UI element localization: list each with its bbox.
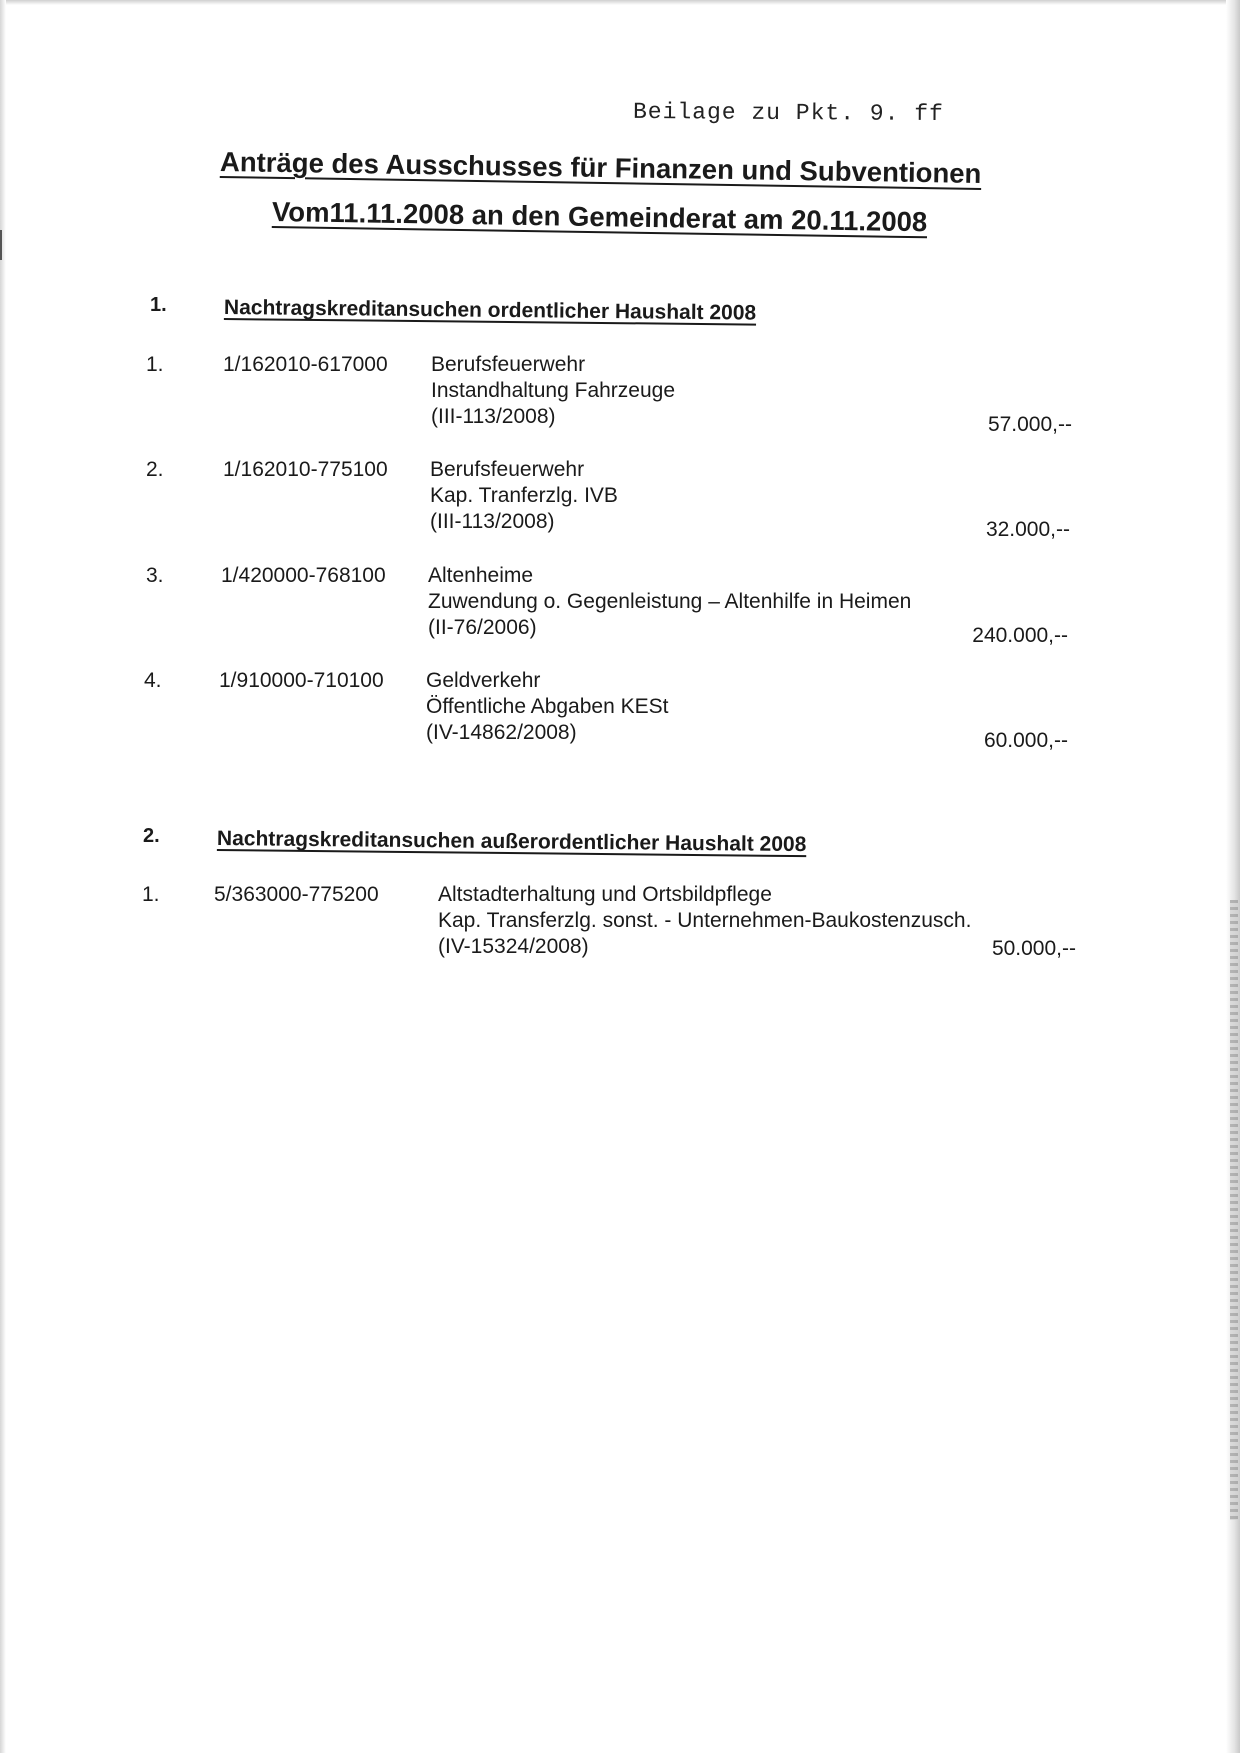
scan-mark-left (0, 230, 2, 260)
section-number: 2. (143, 825, 160, 847)
item-description (438, 882, 971, 960)
description-line: Kap. Tranferzlg. IVB (430, 484, 618, 507)
description-line: Zuwendung o. Gegenleistung – Altenhilfe in Heimen (428, 590, 912, 613)
account-number: 5/363000-775200 (214, 883, 379, 906)
item-number: 2. (146, 458, 164, 481)
document-subtitle: Vom11.11.2008 an den Gemeinderat am 20.11.2008 (271, 196, 928, 238)
reference-line: (IV-14862/2008) (426, 721, 577, 744)
reference-line: (IV-15324/2008) (438, 935, 589, 958)
item-number: 1. (142, 883, 160, 906)
amount: 32.000,-- (985, 518, 1070, 541)
account-number: 1/162010-617000 (223, 353, 388, 376)
item-description (426, 668, 668, 746)
reference-line: (III-113/2008) (431, 405, 556, 428)
item-number: 3. (146, 564, 164, 587)
account-number: 1/162010-775100 (223, 458, 388, 481)
reference-line: (II-76/2006) (428, 616, 537, 639)
list-item (146, 457, 1076, 547)
scan-edge-left (0, 0, 6, 1753)
item-description (431, 352, 675, 430)
list-item (146, 352, 1076, 442)
scan-mark-right (1230, 900, 1238, 1520)
amount: 57.000,-- (987, 413, 1072, 436)
description-line: Geldverkehr (426, 669, 541, 692)
document-title: Anträge des Ausschusses für Finanzen und Subventionen (219, 146, 982, 189)
account-number: 1/910000-710100 (219, 669, 384, 692)
item-description (430, 457, 618, 535)
description-line: Berufsfeuerwehr (430, 458, 585, 481)
description-line: Kap. Transferzlg. sonst. - Unternehmen-Baukostenzusch. (438, 909, 972, 932)
scan-edge-top (0, 0, 1240, 5)
description-line: Altenheime (428, 564, 534, 587)
list-item (142, 882, 1076, 972)
account-number: 1/420000-768100 (221, 564, 386, 587)
list-item (144, 668, 1074, 758)
section-title: Nachtragskreditansuchen außerordentlicher Haushalt 2008 (216, 827, 807, 857)
amount: 240.000,-- (972, 624, 1068, 647)
item-description (428, 563, 911, 641)
description-line: Instandhaltung Fahrzeuge (431, 379, 676, 402)
list-item (146, 563, 1076, 653)
description-line: Berufsfeuerwehr (431, 353, 586, 376)
section-number: 1. (150, 294, 167, 316)
annex-label: Beilage zu Pkt. 9. ff (632, 98, 944, 128)
amount: 60.000,-- (983, 729, 1068, 752)
item-number: 1. (146, 353, 164, 376)
description-line: Öffentliche Abgaben KESt (426, 695, 669, 718)
reference-line: (III-113/2008) (430, 510, 555, 533)
section-title: Nachtragskreditansuchen ordentlicher Haushalt 2008 (223, 296, 757, 325)
description-line: Altstadterhaltung und Ortsbildpflege (438, 883, 772, 906)
amount: 50.000,-- (991, 937, 1076, 960)
item-number: 4. (144, 669, 162, 692)
